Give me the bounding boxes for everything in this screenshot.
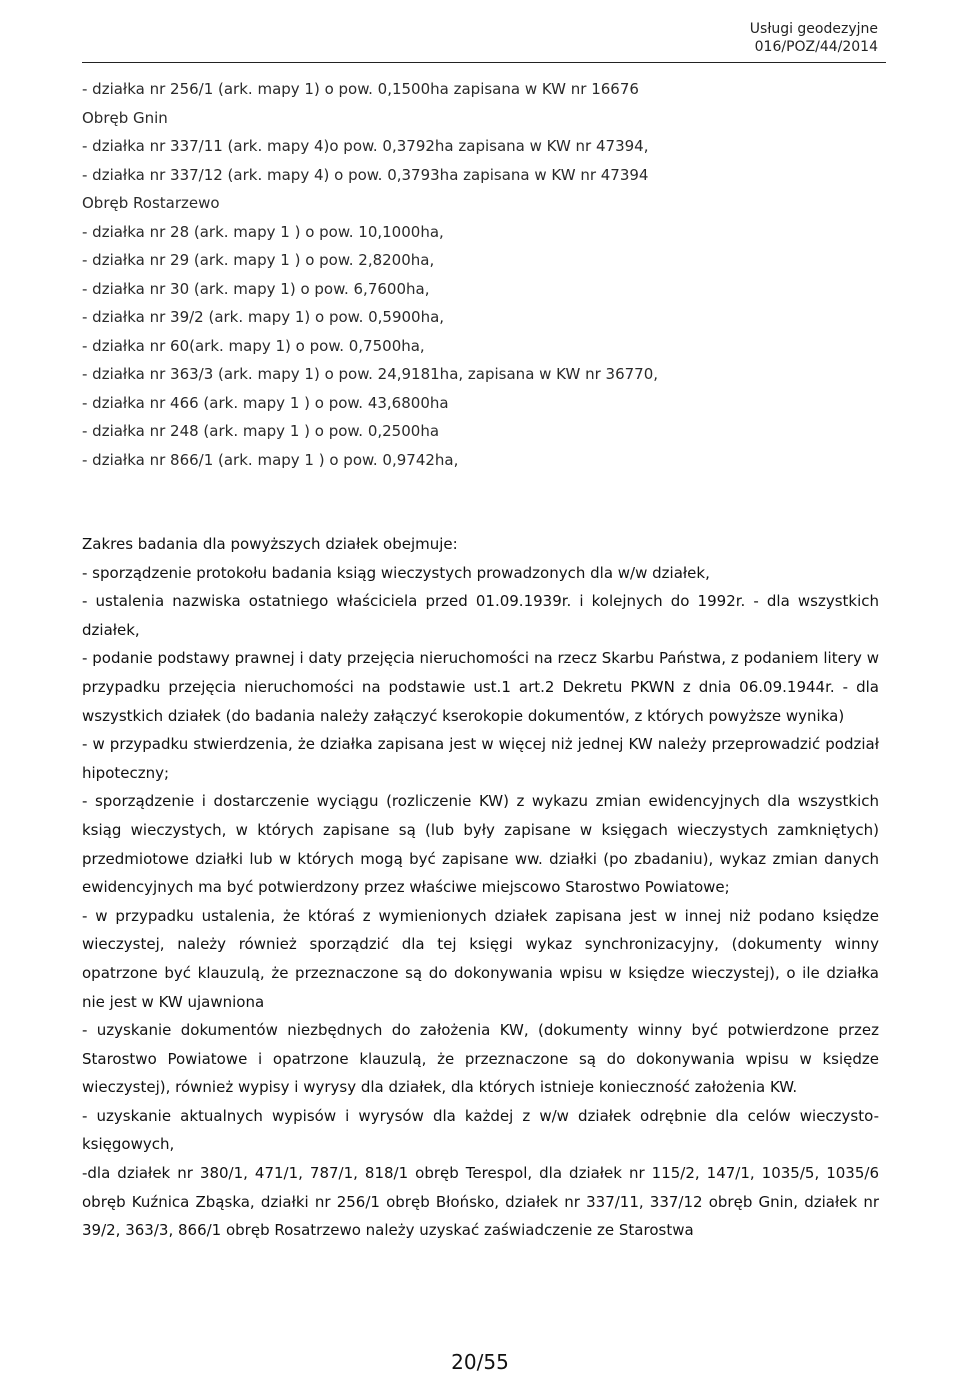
scope-item: - uzyskanie dokumentów niezbędnych do założenia KW, (dokumenty winny być potwierdzone przez Starostwo Powiatowe i opatrzone klauzulą, że przeznaczone są do dokonywania wpisu w księdze wieczystej), również wypisy i wyrysy dla działek, dla których istnieje konieczność założenia KW.: [82, 1021, 879, 1097]
parcel-line: - działka nr 30 (ark. mapy 1) o pow. 6,7600ha,: [82, 279, 430, 298]
parcel-line: - działka nr 39/2 (ark. mapy 1) o pow. 0,5900ha,: [82, 308, 445, 326]
parcel-line: - działka nr 466 (ark. mapy 1 ) o pow. 43,6800ha: [82, 393, 449, 412]
scope-item: - w przypadku stwierdzenia, że działka zapisana jest w więcej niż jednej KW należy przeprowadzić podział hipoteczny;: [82, 735, 879, 782]
parcel-list: [82, 75, 887, 474]
parcel-line: - działka nr 337/12 (ark. mapy 4) o pow. 0,3793ha zapisana w KW nr 47394: [82, 165, 649, 184]
header-divider: [82, 62, 886, 63]
scope-item: - ustalenia nazwiska ostatniego właściciela przed 01.09.1939r. i kolejnych do 1992r. - dla wszystkich działek,: [82, 592, 879, 639]
parcel-line: - działka nr 256/1 (ark. mapy 1) o pow. 0,1500ha zapisana w KW nr 16676: [82, 80, 639, 98]
scope-item: - uzyskanie aktualnych wypisów i wyrysów dla każdej z w/w działek odrębnie dla celów wieczysto-księgowych,: [82, 1106, 879, 1154]
scope-section: [82, 530, 879, 1245]
scope-item: - podanie podstawy prawnej i daty przejęcia nieruchomości na rzecz Skarbu Państwa, z podaniem litery w przypadku przejęcia nieruchomości na podstawie ust.1 art.2 Dekretu PKWN z dnia 06.09.1944r. - dla wszystkich działek (do badania należy załączyć kserokopie dokumentów, z których powyższe wynika): [82, 649, 879, 725]
header-reference: 016/POZ/44/2014: [754, 39, 878, 55]
precinct-heading: Obręb Rostarzewo: [82, 194, 220, 212]
page-number: 20/55: [451, 1350, 509, 1374]
parcel-line: - działka nr 337/11 (ark. mapy 4)o pow. 0,3792ha zapisana w KW nr 47394,: [82, 137, 649, 155]
document-header: [750, 20, 878, 56]
parcel-line: - działka nr 866/1 (ark. mapy 1 ) o pow. 0,9742ha,: [82, 450, 459, 469]
scope-item: - sporządzenie i dostarczenie wyciągu (rozliczenie KW) z wykazu zmian ewidencyjnych dla wszystkich ksiąg wieczystych, w których zapisane są (lub były zapisane w księgach wieczystych zamkniętych) przedmiotowe działki lub w których mogą być zapisane ww. działki (po zbadaniu), wykaz zmian danych ewidencyjnych ma być potwierdzony przez właściwe miejscowo Starostwo Powiatowe;: [82, 792, 879, 897]
scope-item: - w przypadku ustalenia, że któraś z wymienionych działek zapisana jest w innej niż podano księdze wieczystej, należy również sporządzić dla tej księgi wykaz synchronizacyjny, (dokumenty winny opatrzone być klauzulą, że przeznaczone są do dokonywania wpisu w księdze wieczystej), o ile działka nie jest w KW ujawniona: [82, 906, 879, 1011]
parcel-line: - działka nr 60(ark. mapy 1) o pow. 0,7500ha,: [82, 336, 425, 355]
scope-item: - sporządzenie protokołu badania ksiąg wieczystych prowadzonych dla w/w działek,: [82, 563, 710, 582]
parcel-line: - działka nr 29 (ark. mapy 1 ) o pow. 2,8200ha,: [82, 251, 435, 269]
parcel-line: - działka nr 363/3 (ark. mapy 1) o pow. 24,9181ha, zapisana w KW nr 36770,: [82, 365, 659, 383]
parcel-line: - działka nr 28 (ark. mapy 1 ) o pow. 10,1000ha,: [82, 222, 444, 241]
header-company: Usługi geodezyjne: [749, 21, 878, 37]
parcel-line: - działka nr 248 (ark. mapy 1 ) o pow. 0,2500ha: [82, 422, 440, 440]
precinct-heading: Obręb Gnin: [82, 108, 168, 127]
scope-intro: Zakres badania dla powyższych działek obejmuje:: [82, 535, 458, 553]
scope-item: -dla działek nr 380/1, 471/1, 787/1, 818/1 obręb Terespol, dla działek nr 115/2, 147/1, 1035/5, 1035/6 obręb Kuźnica Zbąska, działki nr 256/1 obręb Błońsko, działek nr 337/11, 337/12 obręb Gnin, działek nr 39/2, 363/3, 866/1 obręb Rosatrzewo należy uzyskać zaświadczenie ze Starostwa: [82, 1164, 879, 1240]
